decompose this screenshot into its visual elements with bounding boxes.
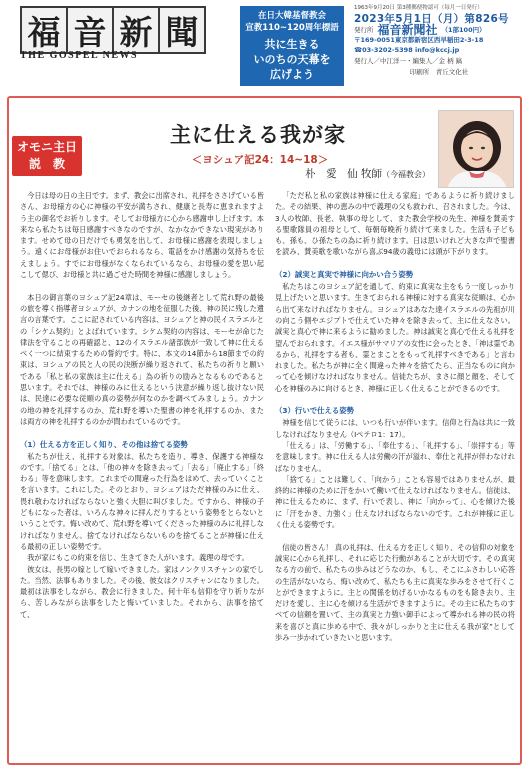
paragraph: 我が家にもこの約束を信じ、生きてきた人がいます。義理の母です。 — [27, 553, 249, 563]
paragraph: 今日は母の日の主日です。まず、教会に出席され、礼拝をささげている皆さん、お母様方の心に神様の平安が満ちされ、健康と長寿に恵まれますよう主の御名でお祈りします。そしてお母様方に心から感謝申し上げます。本来なら私たちは毎日感謝すべきなのですが、なかなかできない現実があります。せめて母の日だけでも勇気を出して、お母様に感謝を表現しましょう。遠くにお母様がお住いでおられるなら、電話をかけ感謝の気持ちを伝えましょう。すでにお母様がなくなられているなら、お母様の愛を思い起こして偲び、お母様と共に過ごせた時間を神様に感謝しましょう。 — [20, 191, 264, 280]
sermon-right-column — [275, 190, 515, 760]
logo-char: 新 — [112, 6, 160, 54]
paragraph: 私たちが仕え、礼拝する対象は、私たちを造り、導き、保護する神様なのです。「捨てる」とは、「他の神々を除き去って」「去る」「廃止する」「終わる」等を意味します。これまでの間違った行為をはめて、去っていくことを言います。これにした。そのとおり、ヨシュアはただ神様のみに仕え、畏れ敬わなければならないと強く大胆に叫びました。ですから、神様の子どもになった者は、いろんな神々に拝んだりするという姿勢をとらないということです。悔い改めて、荒れ野を導いてくださった神様のみに礼拝しなければなりません。捨てなければならないものを捨てることが神様に仕える最初の正しい姿勢です。 — [20, 451, 264, 551]
paragraph: 「捨てる」ことは難しく、「向かう」ことも容易ではありませんが、最終的に神様のために汗をかいて働いて仕えなければなりません。信徒は、神に仕えるために、まず、行いで表し、神に「向かって」、心を傾けた後に「汗をかき、力強く」仕えなければならないのです。これが神様に正しく仕える姿勢です。 — [275, 474, 515, 530]
slogan-line: 宣教110~120周年標語 — [245, 23, 339, 33]
price: （1部100円） — [441, 26, 486, 34]
author-photo — [438, 110, 514, 188]
section-heading: （1）仕える方を正しく知り、その他は捨てる姿勢 — [20, 439, 188, 449]
paragraph: 信徒の皆さん！ 真の礼拝は、仕える方を正しく知り、その信仰の対象を誠実に心から礼拝し、それに応じた行動があることが大切です。その真実なる方の前で、私たちの歩みはどうなのか、もし、そこにふさわしい応答の生活がないなら、悔い改めて、私たちも主に真実な歩みをさせて行くことができますように。主との関係を妨げるいかなるものをも除き去り、主だけを愛し、主に心を傾ける生活ができますように。その主に私たちのすべての信頼を置いて、主の真実と力強い御手によって導かれる神の民の将来を喜びと真に歩める中で、我々がしっかりと主に仕える我が家”として歩み一歩かれていきたいと思います。 — [275, 542, 515, 642]
logo-char: 音 — [66, 6, 114, 54]
publisher-row — [354, 23, 524, 37]
slogan-line: いのちの天幕を — [253, 53, 331, 66]
section-heading: （3）行いで仕える姿勢 — [275, 406, 355, 416]
church-slogan-box — [240, 6, 344, 86]
slogan-line: 共に生きる — [264, 38, 320, 51]
paragraph: 「仕える」は、「労働する」、「奉仕する」、「礼拝する」、「崇拝する」等を意味します。神に仕える人は労働の汗が溢れ、奉仕と礼拝が伴わなければなりません。 — [275, 440, 515, 473]
sermon-author: 朴 愛 仙 牧師（今福教会） — [305, 168, 430, 180]
paragraph: 本日の御言葉のヨシュア記24章は、モーセの後継者として荒れ野の最後の旅を導く指導者ヨシュアが、カナンの地を征服した後、神の民に残した遺言の言葉です。ここに記されている内容は、ヨシュアと神の民イスラエルとの「シケム契約」とよばれています。シケム契約の内容は、モーセが命じた律法を守ることの再確認と、12のイスラエル諸部族が一致して神に仕えるべく一つに結束するための誓約です。特に、本文の14節から18節までの約束は、ヨシュアの民と人の民の決断が繰り返されて、私たちの祈りと願いである「私と私の家族は主に仕える」為の祈りの励みとなるものであると思います。それでは、神様のみに仕えるという決意が繰り返し抜けない民は、民達に必要な従順の真の姿勢が何なのかを調べてみましょう。カナンの地の神を礼拝するのか、荒れ野を導いた聖書の神を礼拝するのか、または両方の神を礼拝するのかが問われているのです。 — [20, 292, 264, 426]
publisher-info — [354, 4, 524, 77]
paragraph: 神様を信じて従うには、いつも行いが伴います。信仰と行為は共に一致しなければなりません（Ⅰペテロ1：17）。 — [275, 418, 515, 439]
masthead — [0, 0, 529, 94]
logo-char: 福 — [20, 6, 68, 54]
logo-english-name: THE GOSPEL NEWS — [20, 50, 139, 61]
slogan-line: 広げよう — [270, 68, 314, 81]
printer: 印刷所 青丘文化社 — [409, 68, 469, 76]
sermon-left-column — [20, 190, 264, 760]
paragraph: 「ただ私と私の家族は神様に仕える家庭」であるように祈り続けました。その結果、神の恵みの中で義理の父も救われ、召されました。今は、3人の牧師、長老、執事の母として、また教会学校の先生、神様を賛美する聖歌隊員の祖母として、毎朝毎晩祈り続けて来ました。生活も子どもも、孫も、ひ孫たちの為に祈り続けます。日は思いけれど大きな声で聖書を読み、賛美歌を歌いながら喜ぶ94歳の義母には頭が下がります。 — [275, 191, 515, 257]
logo-char: 聞 — [158, 6, 206, 54]
postal-note: 1963年9月20日 第3種郵便物認可（毎月一日発行） — [354, 5, 483, 11]
paragraph: 彼女は、長男の嫁として嫁いできました。家はノンクリスチャンの家でした。当然、法事もありました。その後、彼女はクリスチャンになりました。最初は法事をしながら、教会に行きました。何十年も信仰を守り祈りながら、苦しみながら法事をしたと悔いていました。それから、法事を捨てて、 — [20, 564, 264, 619]
sermon-badge: オモニ主日 説 教 — [12, 136, 82, 176]
contact: ☎03-3202-5398 info@kccj.jp — [354, 46, 460, 54]
staff: 発行人／中江洋一・編集人／金 柄 鎬 — [354, 57, 463, 65]
slogan-line: 在日大韓基督教会 — [257, 11, 326, 21]
publisher-name: 福音新聞社 — [377, 23, 438, 37]
paragraph: 私たちはこのヨシュア記を通して、約束に真実な主をもう一度しっかり見上げたいと思います。生きておられる神様に対する真実な従順は、心から出て来なければなりません。ヨシュアはあなた達イスラエルの先祖が川の向こう側やエジプトで仕えていた神々を除き去って、主に仕えなさい。誠実と真心で神に来るように勧めました。神は誠実と真心で仕える礼拝を望んでおられます。イエス様がサマリアの女性に会ったとき、「神は霊であるから、礼拝をする者も、霊とまことをもって礼拝すべきである」と言われました。私たちが神に全く間違った神々を捨てたら、正当なものに向かって心を傾けなければなりません。信徒たちが、まさに顔と顔を、そして心を神様のみに向けるとき、神様に正しく仕えることができるのです。 — [275, 282, 515, 393]
publisher-label: 発行所 — [354, 26, 374, 34]
sermon-title: 主に仕える我が家 — [170, 122, 346, 147]
scripture-reference: ＜ヨシュア記24：14~18＞ — [191, 154, 329, 166]
address: 〒169-0051東京都新宿区西早稲田2-3-18 — [354, 36, 484, 44]
section-heading: （2）誠実と真実で神様に向かい合う姿勢 — [275, 270, 414, 280]
issue-date: 2023年5月1日（月）第826号 — [354, 13, 509, 25]
